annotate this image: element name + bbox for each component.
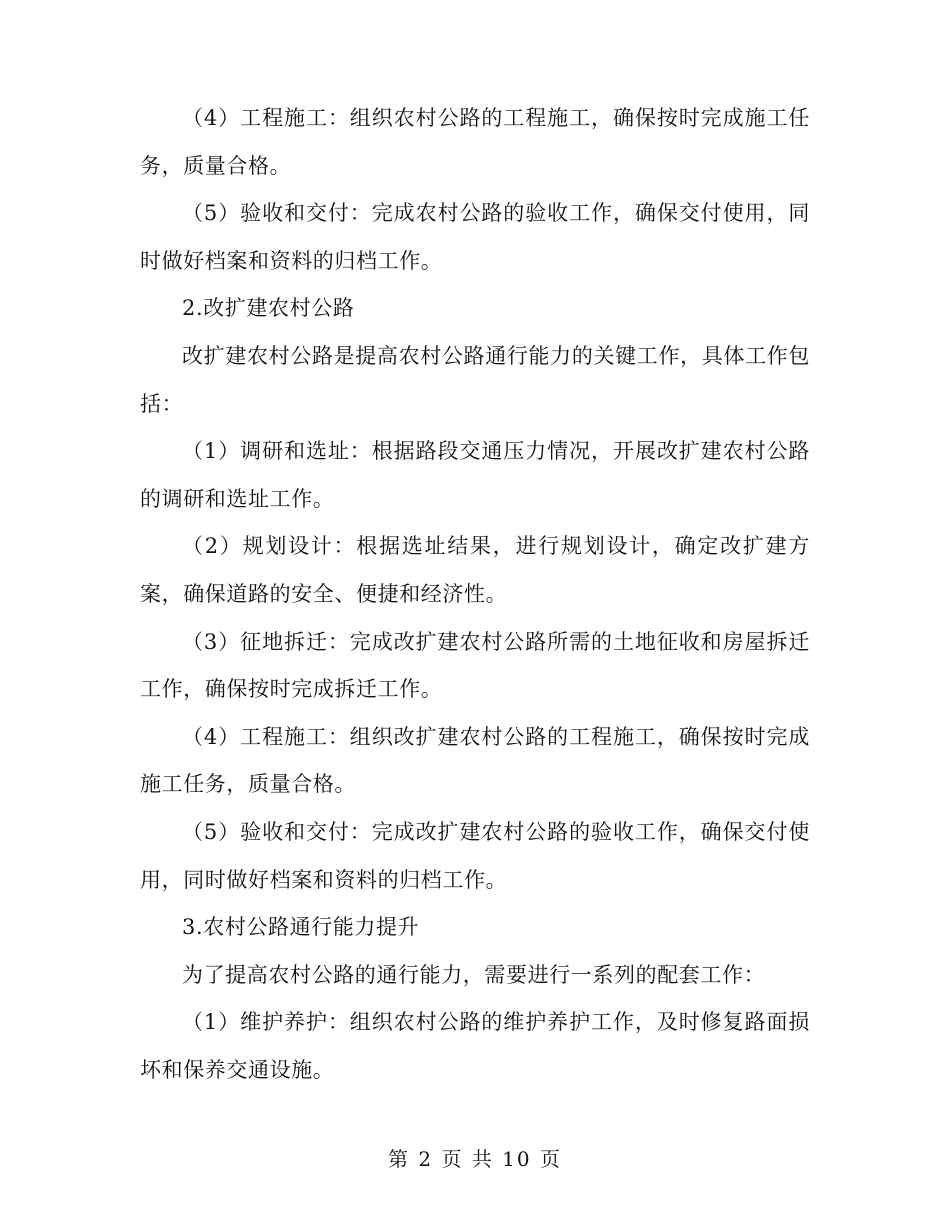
paragraph: （2）规划设计：根据选址结果，进行规划设计，确定改扩建方案，确保道路的安全、便捷和经济性。 [140,534,810,606]
paragraph: 改扩建农村公路是提高农村公路通行能力的关键工作，具体工作包括： [140,343,810,416]
paragraph: （4）工程施工：组织改扩建农村公路的工程施工，确保按时完成施工任务，质量合格。 [140,724,810,797]
paragraph: 为了提高农村公路的通行能力，需要进行一系列的配套工作： [182,962,766,987]
paragraph: （5）验收和交付：完成农村公路的验收工作，确保交付使用，同时做好档案和资料的归档工作。 [140,201,810,273]
section-heading: 2.改扩建农村公路 [182,296,355,321]
paragraph: （1）调研和选址：根据路段交通压力情况，开展改扩建农村公路的调研和选址工作。 [140,439,810,511]
paragraph: （3）征地拆迁：完成改扩建农村公路所需的土地征收和房屋拆迁工作，确保按时完成拆迁工作。 [140,629,810,702]
section-heading: 3.农村公路通行能力提升 [182,915,420,940]
document-body [140,95,810,1094]
paragraph: （4）工程施工：组织农村公路的工程施工，确保按时完成施工任务，质量合格。 [140,106,810,178]
paragraph: （1）维护养护：组织农村公路的维护养护工作，及时修复路面损坏和保养交通设施。 [140,1010,810,1082]
page-number-footer: 第 2 页 共 10 页 [388,1147,562,1171]
paragraph: （5）验收和交付：完成改扩建农村公路的验收工作，确保交付使用，同时做好档案和资料的归档工作。 [140,819,810,892]
